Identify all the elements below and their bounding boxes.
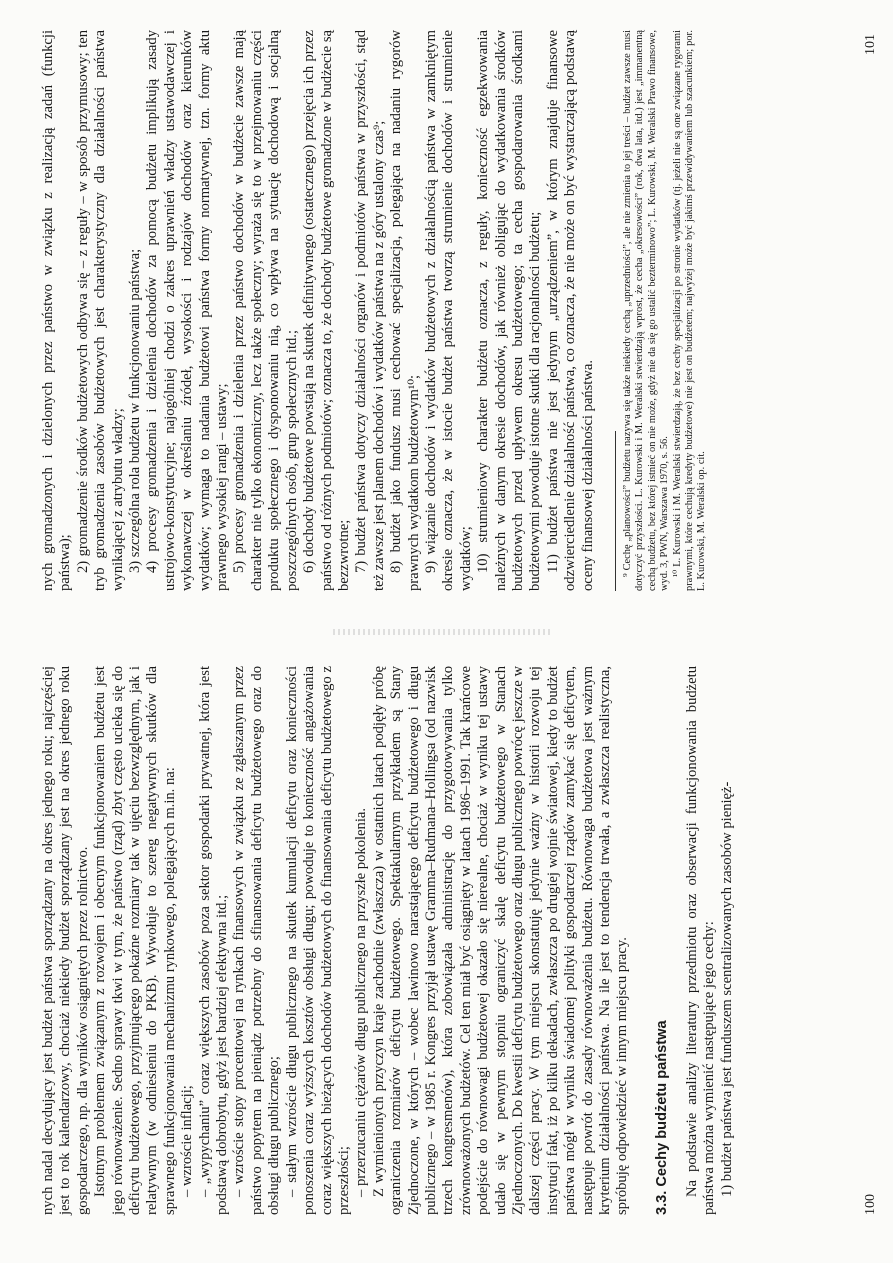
page-number: 101 <box>863 34 878 55</box>
list-item: – „wypychaniu” coraz większych zasobów poza sektor gospodarki prywatnej, która jest podstawą dobrobytu, gdyż jest bardziej efektywna itd.; <box>196 666 231 1215</box>
list-item: 1) budżet państwa jest funduszem scentralizowanych zasobów pienięż- <box>718 781 735 1197</box>
paragraph: Na podstawie analizy literatury przedmiotu oraz obserwacji funkcjonowania budżetu państwa można wymienić następujące jego cechy: <box>683 666 718 1215</box>
list-item: 10) strumieniowy charakter budżetu oznacza, z reguły, konieczność egzekwowania należnych w danym okresie dochodów, jak również obligując do wydatkowania środków budżetowych przed upływem okresu budżetowego; ta cecha gospodarowania środkami budżetowymi powoduje istotne skutki dla racjonalności budżetu; <box>475 30 544 591</box>
list-item: 4) procesy gromadzenia i dzielenia dochodów za pomocą budżetu implikują zasady ustrojowo-konstytucyjne; najogólniej chodzi o zakres uprawnień władzy ustawodawczej i wykonawczej w określaniu źródeł, wysokości i rodzajów dochodów oraz kierunków wydatków; wymaga to nadania budżetowi państwa formy normatywnej, tzn. formy aktu prawnego wysokiej rangi – ustawy; <box>144 30 231 591</box>
paragraph: nych gromadzonych i dzielonych przez państwo w związku z realizacją zadań (funkcji państwa); <box>40 30 74 591</box>
list-item: 9) wiązanie dochodów i wydatków budżetowych z działalnością państwa w zamkniętym okresie oznacza, że w istocie budżet państwa tworzą strumienie dochodów i strumienie wydatków; <box>422 30 474 591</box>
footnote: ⁹ Cechę „planowości” budżetu nazywa się także niekiedy cechą „uprzedniości”, ale nie zmienia to jej treści – budżet zawsze musi dotyczyć przyszłości. L. Kurowski i M. Weralski stwierdzają wprost, że cecha „okresowości” (rok, dwa lata, itd.) jest „immanentną cechą budżetu, bez której istnieć on nie może, gdyż nie da się go ustalić bezterminowo”; L. Kurowski, M. Weralski Prawo finansowe, wyd. 3, PWN, Warszawa 1970, s. 56. <box>622 30 671 591</box>
paragraph: nych nadal decydujący jest budżet państwa sporządzany na okres jednego roku; najczęściej jest to rok kalendarzowy, chociaż niekiedy budżet sporządzany jest na okres jednego roku gospodarczego, np. dla wyników osiągniętych przez rolnictwo. <box>40 666 91 1215</box>
paragraph: Z wymienionych przyczyn kraje zachodnie (zwłaszcza) w ostatnich latach podjęły próbę ograniczenia rozmiarów deficytu budżetowego. Spektakularnym przykładem są Stany Zjednoczone, w których – wobec lawinowo narastającego deficytu budżetowego i długu publicznego – w 1985 r. Kongres przyjął ustawę Gramma–Rudmana–Hollingsa (od nazwisk trzech kongresmenów), która zobowiązała administrację do przygotowywania tylko zrównoważonych budżetów. Cel ten miał być osiągnięty w latach 1986–1991. Tak krańcowe podejście do równowagi budżetowej okazało się nierealne, chociaż w wyniku tej ustawy udało się w pewnym stopniu ograniczyć skalę deficytu budżetowego w Stanach Zjednoczonych. Do kwestii deficytu budżetowego oraz długu publicznego powrócę jeszcze w dalszej części pracy. W tym miejscu skonstatuję jedynie ważny w historii rozwoju tej instytucji fakt, iż po kilku dekadach, zwłaszcza po drugiej wojnie światowej, kiedy to budżet państwa mógł w wyniku świadomej polityki gospodarczej rządów zamykać się deficytem, następuje powrót do zasady równoważenia budżetu. Równowaga budżetowa jest ważnym kryterium działalności państwa. Na ile jest to tendencja trwała, a zwłaszcza realistyczna, spróbuję odpowiedzieć w innym miejscu pracy. <box>370 666 631 1215</box>
list-item: – przerzucaniu ciężarów długu publicznego na przyszłe pokolenia. <box>353 807 370 1197</box>
list-item: 7) budżet państwa dotyczy działalności organów i podmiotów państwa w przyszłości, stąd też zawsze jest planem dochodów i wydatków państwa na z góry ustalony czas⁹; <box>353 30 387 591</box>
list-item: 3) szczególna rola budżetu w funkcjonowaniu państwa; <box>127 248 144 573</box>
list-item: 6) dochody budżetowe powstają na skutek definitywnego (ostatecznego) przejęcia ich przez państwo od różnych podmiotów; oznacza to, że dochody budżetowe gromadzone w budżecie są bezzwrotne; <box>301 30 352 591</box>
list-item: 2) gromadzenie środków budżetowych odbywa się – z reguły – w sposób przymusowy; ten tryb gromadzenia zasobów budżetowych jest charakterystyczny dla działalności państwa wynikającej z atrybutu władzy; <box>74 30 126 591</box>
section-heading: 3.3. Cechy budżetu państwa <box>653 1020 670 1215</box>
paragraph: Istotnym problemem związanym z rozwojem i obecnym funkcjonowaniem budżetu jest jego równoważenie. Sedno sprawy tkwi w tym, że państwo (rząd) zbyt często ucieka się do deficytu budżetowego, przyjmującego pokaźne rozmiary tak w ujęciu bezwzględnym, jak i relatywnym (w odniesieniu do PKB). Wywołuje to szereg negatywnych skutków dla sprawnego funkcjonowania mechanizmu rynkowego, polegających m.in. na: <box>92 666 178 1215</box>
list-item: – wzroście inflacji; <box>179 1085 196 1197</box>
list-item: 11) budżet państwa nie jest jedynym „urządzeniem”, w którym znajduje finansowe odzwierciedlenie działalność państwa, co oznacza, że nie może on być wystarczającą podstawą oceny finansowej działalności państwa. <box>544 30 596 591</box>
page-number: 100 <box>863 1194 878 1215</box>
list-item: 5) procesy gromadzenia i dzielenia przez państwo dochodów w budżecie zawsze mają charakter nie tylko ekonomiczny, lecz także społeczny; wyraża się to w przejmowaniu części produktu społecznego i dysponowaniu nią, co wpływa na sytuację dochodową i socjalną poszczególnych osób, grup społecznych itd.; <box>231 30 300 591</box>
footnote-rule <box>615 431 616 591</box>
page-left <box>0 632 893 1263</box>
list-item: – stałym wzroście długu publicznego na skutek kumulacji deficytu oraz konieczności ponoszenia coraz wyższych kosztów obsługi długu; powoduje to konieczność angażowania coraz większych bieżących dochodów budżetowych do finansowania deficytu budżetowego z przeszłości; <box>283 666 352 1215</box>
list-item: – wzroście stopy procentowej na rynkach finansowych w związku ze zgłaszanym przez państwo popytem na pieniądz potrzebny do sfinansowania deficytu budżetowego oraz do obsługi długu publicznego; <box>231 666 283 1215</box>
footnote: ¹⁰ L. Kurowski i M. Weralski stwierdzają, że bez cechy specjalizacji po stronie wydatków (tj. jeżeli nie są one związane rygorami prawnymi, które cechują kredyty budżetowe) nie jest on budżetem; najwyżej może być jakimś przewidywaniem lub szacunkiem; por. L. Kurowski, M. Weralski op. cit. <box>671 30 708 591</box>
page-right <box>0 0 893 631</box>
list-item: 8) budżet jako fundusz musi cechować specjalizacja, polegająca na nadaniu rygorów prawnych wydatkom budżetowym¹⁰; <box>388 30 422 591</box>
